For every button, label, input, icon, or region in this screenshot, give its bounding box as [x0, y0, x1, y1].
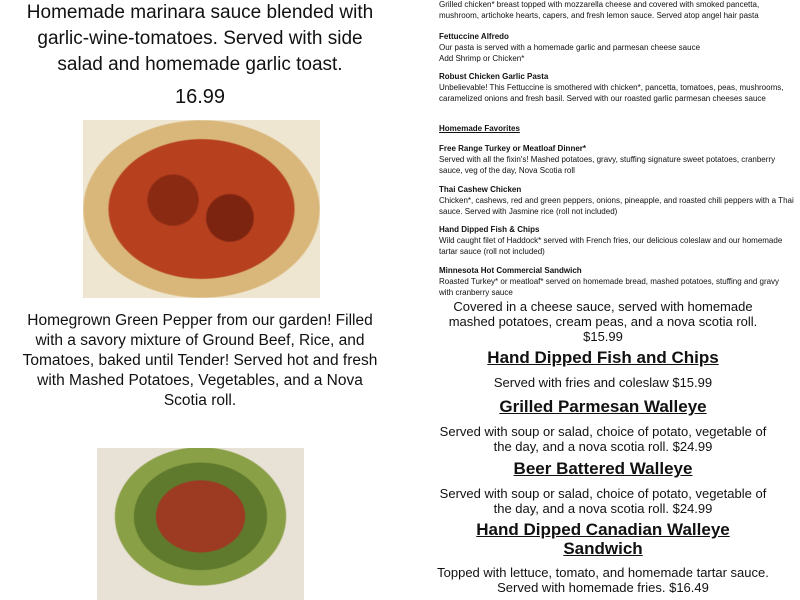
stuffed-pepper-photo	[97, 448, 304, 600]
item-description: Served with soup or salad, choice of potato, vegetable of the day, and a nova scotia roll. $24.99	[439, 486, 767, 516]
menu-item: Thai Cashew Chicken Chicken*, cashews, red and green peppers, onions, pineapple, and roasted chili peppers with a Thai sauce. Served with Jasmine rice (roll not included)	[439, 185, 794, 216]
spaghetti-description: Homemade marinara sauce blended with garlic-wine-tomatoes. Served with side salad and homemade garlic toast.	[26, 2, 374, 75]
menu-item: Free Range Turkey or Meatloaf Dinner* Served with all the fixin's! Mashed potatoes, gravy, stuffing signature sweet potatoes, cranberry sauce, veg of the day, Nova Scotia roll	[439, 144, 776, 175]
item-title: Beer Battered Walleye	[513, 459, 693, 478]
item-title: Hand Dipped Canadian Walleye Sandwich	[476, 520, 730, 558]
item-title: Grilled Parmesan Walleye	[499, 397, 707, 416]
spaghetti-meatballs-photo	[83, 120, 320, 298]
spaghetti-price: 16.99	[174, 86, 226, 108]
menu-item: Grilled chicken* breast topped with mozzarella cheese and covered with smoked pancetta, mushroom, artichoke hearts, capers, and fresh lemon sauce. Served atop angel hair pasta	[439, 0, 760, 20]
menu-item: Fettuccine Alfredo Our pasta is served with a homemade garlic and parmesan cheese sauce Add Shrimp or Chicken*	[439, 32, 701, 63]
item-title: Hand Dipped Fish and Chips	[487, 348, 719, 367]
item-description: Served with fries and coleslaw $15.99	[493, 375, 713, 390]
stuffed-pepper-description: Homegrown Green Pepper from our garden! Filled with a savory mixture of Ground Beef, Rice, and Tomatoes, baked until Tender! Served hot and fresh with Mashed Potatoes, Vegetables, and a Nova Scotia roll.	[22, 312, 378, 409]
section-heading: Homemade Favorites	[439, 124, 520, 133]
commercial-description: Covered in a cheese sauce, served with homemade mashed potatoes, cream peas, and a nova scotia roll. $15.99	[448, 299, 758, 344]
item-description: Topped with lettuce, tomato, and homemade tartar sauce. Served with homemade fries. $16.49	[437, 565, 769, 595]
menu-item: Robust Chicken Garlic Pasta Unbelievable! This Fettuccine is smothered with chicken*, pancetta, tomatoes, peas, mushrooms, caramelized onions and fresh basil. Served with our roasted garlic parmesan cheeses sauce	[439, 72, 784, 103]
menu-item: Hand Dipped Fish & Chips Wild caught filet of Haddock* served with French fries, our delicious coleslaw and our homemade tartar sauce (roll not included)	[439, 225, 783, 256]
menu-item: Minnesota Hot Commercial Sandwich Roasted Turkey* or meatloaf* served on homemade bread, mashed potatoes, stuffing and gravy with cranberry sauce	[439, 266, 780, 297]
item-description: Served with soup or salad, choice of potato, vegetable of the day, and a nova scotia roll. $24.99	[439, 424, 767, 454]
